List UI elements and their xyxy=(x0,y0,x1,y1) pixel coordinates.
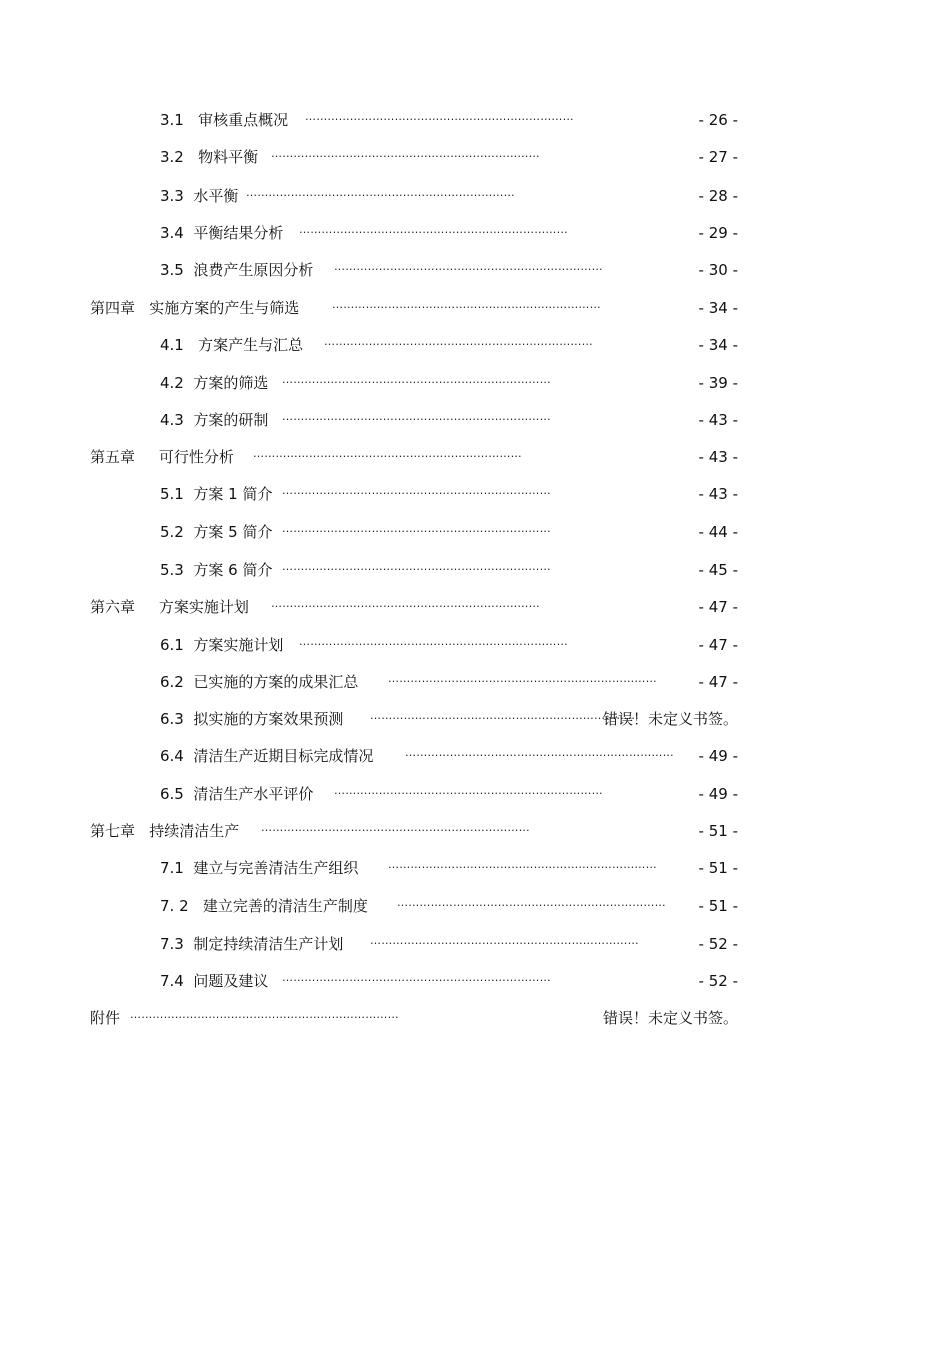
toc-entry-7-3[interactable] xyxy=(0,932,950,956)
toc-leader-dots: ……………………………………………………………… xyxy=(282,410,551,423)
toc-entry-page: - 51 - xyxy=(698,897,738,915)
toc-entry-chapter-5[interactable] xyxy=(0,445,950,469)
toc-entry-label: 第五章 可行性分析 xyxy=(90,448,234,466)
toc-leader-dots: ……………………………………………………………… xyxy=(271,597,540,610)
toc-entry-page: - 49 - xyxy=(698,785,738,803)
toc-entry-5-1[interactable] xyxy=(0,482,950,506)
toc-entry-7-1[interactable] xyxy=(0,856,950,880)
toc-entry-page: - 43 - xyxy=(698,448,738,466)
toc-entry-label: 3.3 水平衡 xyxy=(160,187,239,205)
toc-entry-7-4[interactable] xyxy=(0,969,950,993)
toc-leader-dots: ……………………………………………………………… xyxy=(370,934,639,947)
toc-entry-page: - 27 - xyxy=(698,148,738,166)
toc-entry-7-2[interactable] xyxy=(0,894,950,918)
toc-entry-label: 6.2 已实施的方案的成果汇总 xyxy=(160,673,359,691)
toc-entry-appendix[interactable] xyxy=(0,1006,950,1030)
toc-entry-label: 第六章 方案实施计划 xyxy=(90,598,249,616)
toc-entry-6-3[interactable] xyxy=(0,707,950,731)
toc-entry-label: 4.1 方案产生与汇总 xyxy=(160,336,304,354)
toc-leader-dots: ……………………………………………………………… xyxy=(282,560,551,573)
toc-entry-chapter-7[interactable] xyxy=(0,819,950,843)
toc-leader-dots: ……………………………………………………………… xyxy=(130,1008,399,1021)
toc-leader-dots: ……………………………………………………………… xyxy=(299,223,568,236)
toc-leader-dots: ……………………………………………………………… xyxy=(282,484,551,497)
toc-entry-3-3[interactable] xyxy=(0,184,950,208)
toc-entry-label: 6.1 方案实施计划 xyxy=(160,636,284,654)
toc-entry-page: - 43 - xyxy=(698,411,738,429)
toc-leader-dots: ……………………………………………………………… xyxy=(305,110,574,123)
toc-entry-3-2[interactable] xyxy=(0,145,950,169)
toc-leader-dots: ……………………………………………………………… xyxy=(282,373,551,386)
toc-entry-label: 第七章 持续清洁生产 xyxy=(90,822,240,840)
toc-entry-page: - 47 - xyxy=(698,636,738,654)
toc-entry-page: - 49 - xyxy=(698,747,738,765)
toc-entry-label: 6.3 拟实施的方案效果预测 xyxy=(160,710,344,728)
toc-leader-dots: ……………………………………………………………… xyxy=(388,858,657,871)
toc-entry-page: - 47 - xyxy=(698,598,738,616)
toc-entry-label: 7.1 建立与完善清洁生产组织 xyxy=(160,859,359,877)
toc-entry-4-2[interactable] xyxy=(0,371,950,395)
toc-entry-label: 3.1 审核重点概况 xyxy=(160,111,289,129)
toc-leader-dots: ……………………………………………………………… xyxy=(299,635,568,648)
toc-leader-dots: ……………………………………………………………… xyxy=(332,298,601,311)
toc-entry-page: - 29 - xyxy=(698,224,738,242)
toc-leader-dots: ……………………………………………………………… xyxy=(246,186,515,199)
toc-entry-label: 4.2 方案的筛选 xyxy=(160,374,269,392)
toc-entry-page: - 43 - xyxy=(698,485,738,503)
toc-leader-dots: ……………………………………………………………… xyxy=(370,709,639,722)
toc-entry-5-3[interactable] xyxy=(0,558,950,582)
toc-entry-3-1[interactable] xyxy=(0,108,950,132)
toc-entry-page: 错误！未定义书签。 xyxy=(602,1009,738,1027)
toc-entry-chapter-4[interactable] xyxy=(0,296,950,320)
toc-entry-label: 7. 2 建立完善的清洁生产制度 xyxy=(160,897,368,915)
toc-leader-dots: ……………………………………………………………… xyxy=(253,447,522,460)
toc-leader-dots: ……………………………………………………………… xyxy=(397,896,666,909)
toc-entry-page: - 45 - xyxy=(698,561,738,579)
toc-entry-page: - 44 - xyxy=(698,523,738,541)
toc-entry-4-3[interactable] xyxy=(0,408,950,432)
toc-entry-page: - 30 - xyxy=(698,261,738,279)
toc-leader-dots: ……………………………………………………………… xyxy=(334,260,603,273)
toc-entry-label: 7.4 问题及建议 xyxy=(160,972,269,990)
toc-entry-label: 5.2 方案 5 简介 xyxy=(160,523,273,541)
toc-entry-6-4[interactable] xyxy=(0,744,950,768)
toc-entry-page: - 34 - xyxy=(698,299,738,317)
toc-entry-page: - 52 - xyxy=(698,935,738,953)
toc-entry-label: 6.5 清洁生产水平评价 xyxy=(160,785,314,803)
toc-entry-label: 6.4 清洁生产近期目标完成情况 xyxy=(160,747,374,765)
toc-entry-label: 4.3 方案的研制 xyxy=(160,411,269,429)
toc-entry-page: - 51 - xyxy=(698,859,738,877)
toc-leader-dots: ……………………………………………………………… xyxy=(388,672,657,685)
toc-entry-3-4[interactable] xyxy=(0,221,950,245)
toc-entry-page: - 51 - xyxy=(698,822,738,840)
toc-entry-label: 7.3 制定持续清洁生产计划 xyxy=(160,935,344,953)
toc-entry-6-2[interactable] xyxy=(0,670,950,694)
toc-entry-5-2[interactable] xyxy=(0,520,950,544)
toc-entry-page: - 28 - xyxy=(698,187,738,205)
toc-entry-6-1[interactable] xyxy=(0,633,950,657)
toc-leader-dots: ……………………………………………………………… xyxy=(261,821,530,834)
toc-leader-dots: ……………………………………………………………… xyxy=(324,335,593,348)
toc-leader-dots: ……………………………………………………………… xyxy=(271,147,540,160)
toc-leader-dots: ……………………………………………………………… xyxy=(282,522,551,535)
toc-entry-label: 第四章 实施方案的产生与筛选 xyxy=(90,299,300,317)
toc-entry-label: 3.5 浪费产生原因分析 xyxy=(160,261,314,279)
toc-entry-4-1[interactable] xyxy=(0,333,950,357)
toc-entry-label: 5.3 方案 6 简介 xyxy=(160,561,273,579)
toc-entry-6-5[interactable] xyxy=(0,782,950,806)
toc-entry-label: 附件 xyxy=(90,1009,121,1027)
toc-entry-page: 错误！未定义书签。 xyxy=(602,710,738,728)
toc-entry-label: 3.4 平衡结果分析 xyxy=(160,224,284,242)
toc-leader-dots: ……………………………………………………………… xyxy=(405,746,674,759)
toc-entry-page: - 34 - xyxy=(698,336,738,354)
toc-entry-label: 3.2 物料平衡 xyxy=(160,148,259,166)
toc-leader-dots: ……………………………………………………………… xyxy=(334,784,603,797)
toc-entry-page: - 26 - xyxy=(698,111,738,129)
toc-leader-dots: ……………………………………………………………… xyxy=(282,971,551,984)
toc-entry-page: - 52 - xyxy=(698,972,738,990)
toc-entry-3-5[interactable] xyxy=(0,258,950,282)
toc-entry-page: - 47 - xyxy=(698,673,738,691)
toc-entry-chapter-6[interactable] xyxy=(0,595,950,619)
toc-entry-page: - 39 - xyxy=(698,374,738,392)
toc-entry-label: 5.1 方案 1 简介 xyxy=(160,485,273,503)
